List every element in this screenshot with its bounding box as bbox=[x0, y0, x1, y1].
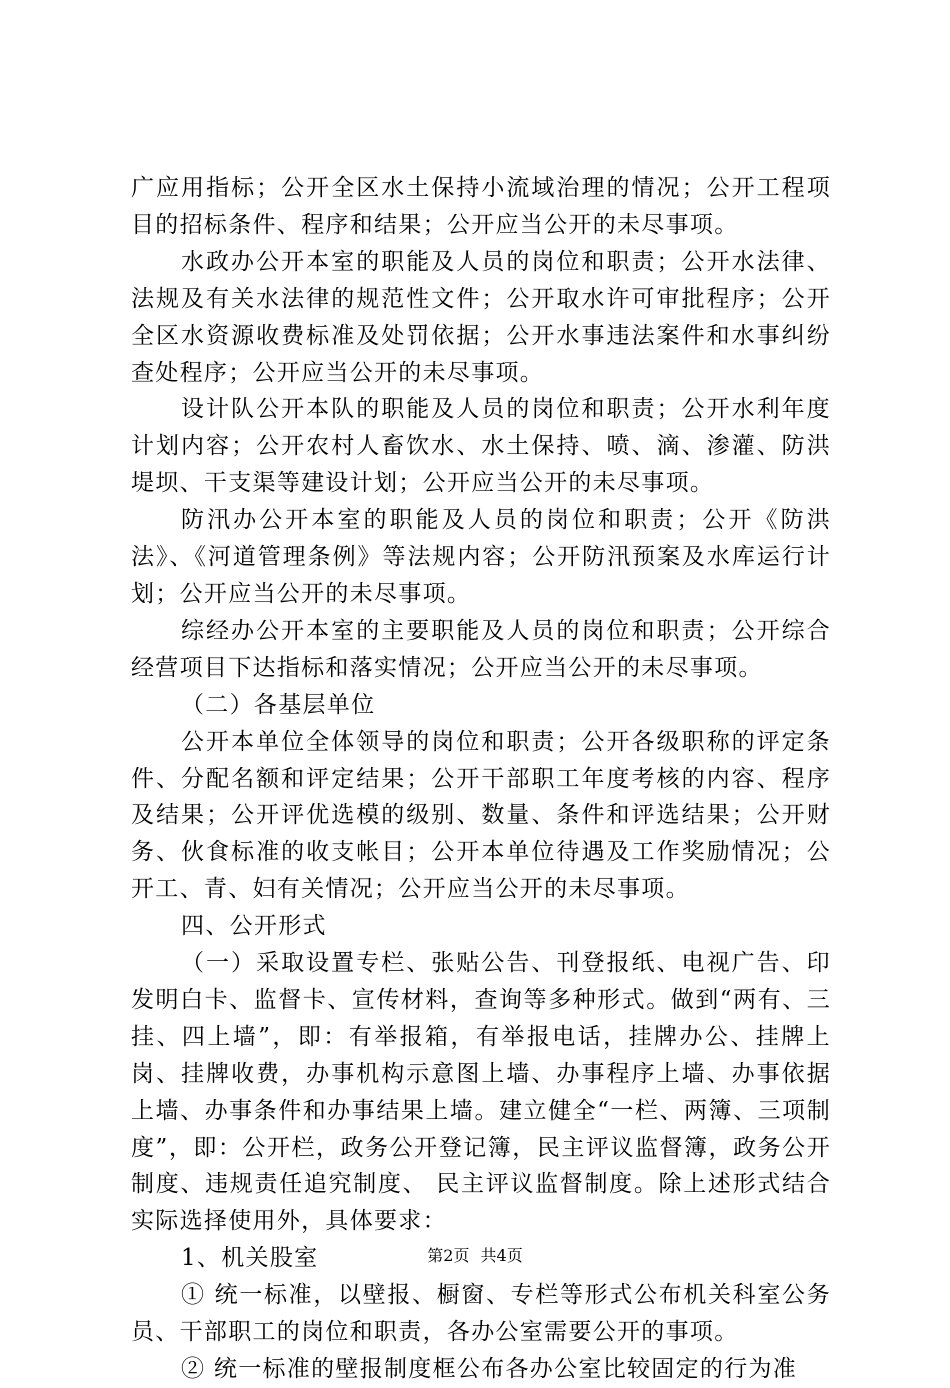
section-heading: （二）各基层单位 bbox=[181, 691, 376, 718]
paragraph: 公开本单位全体领导的岗位和职责；公开各级职称的评定条件、分配名额和评定结果；公开干部职工年度考核的内容、程序及结果；公开评优选模的级别、数量、条件和评选结果；公开财务、伙食标准的收支帐目；公开本单位待遇及工作奖励情况；公开工、青、妇有关情况；公开应当公开的未尽事项。 bbox=[131, 728, 831, 903]
document-body bbox=[131, 170, 831, 1388]
paragraph: ② 统一标准的壁报制度框公布各办公室比较固定的行为准 bbox=[181, 1356, 798, 1382]
section-heading: 四、公开形式 bbox=[181, 913, 327, 940]
page-footer bbox=[0, 1246, 950, 1266]
paragraph: 设计队公开本队的职能及人员的岗位和职责；公开水利年度计划内容；公开农村人畜饮水、水土保持、喷、滴、渗灌、防洪堤坝、干支渠等建设计划；公开应当公开的未尽事项。 bbox=[131, 396, 831, 497]
page-total: 共4页 bbox=[480, 1246, 523, 1265]
paragraph: （一）采取设置专栏、张贴公告、刊登报纸、电视广告、印发明白卡、监督卡、宣传材料，查询等多种形式。做到“两有、三挂、四上墙”，即：有举报箱，有举报电话，挂牌办公、挂牌上岗、挂牌收费，办事机构示意图上墙、办事程序上墙、办事依据上墙、办事条件和办事结果上墙。建立健全“一栏、两簿、三项制度”，即：公开栏，政务公开登记簿，民主评议监督簿，政务公开制度、违规责任追究制度、 民主评议监督制度。除上述形式结合实际选择使用外，具体要求： bbox=[131, 950, 831, 1235]
paragraph: 广应用指标；公开全区水土保持小流域治理的情况；公开工程项目的招标条件、程序和结果；公开应当公开的未尽事项。 bbox=[131, 175, 831, 238]
paragraph: 防汛办公开本室的职能及人员的岗位和职责；公开《防洪法》、《河道管理条例》等法规内容；公开防汛预案及水库运行计划；公开应当公开的未尽事项。 bbox=[131, 507, 831, 607]
paragraph: ① 统一标准，以壁报、橱窗、专栏等形式公布机关科室公务员、干部职工的岗位和职责，各办公室需要公开的事项。 bbox=[131, 1282, 831, 1346]
paragraph: 综经办公开本室的主要职能及人员的岗位和职责；公开综合经营项目下达指标和落实情况；公开应当公开的未尽事项。 bbox=[131, 617, 831, 681]
paragraph: 水政办公开本室的职能及人员的岗位和职责；公开水法律、法规及有关水法律的规范性文件；公开取水许可审批程序；公开全区水资源收费标准及处罚依据；公开水事违法案件和水事纠纷查处程序；公开应当公开的未尽事项。 bbox=[131, 248, 831, 386]
section-heading: 1、机关股室 bbox=[181, 1245, 319, 1272]
page-number: 第2页 bbox=[427, 1246, 470, 1265]
